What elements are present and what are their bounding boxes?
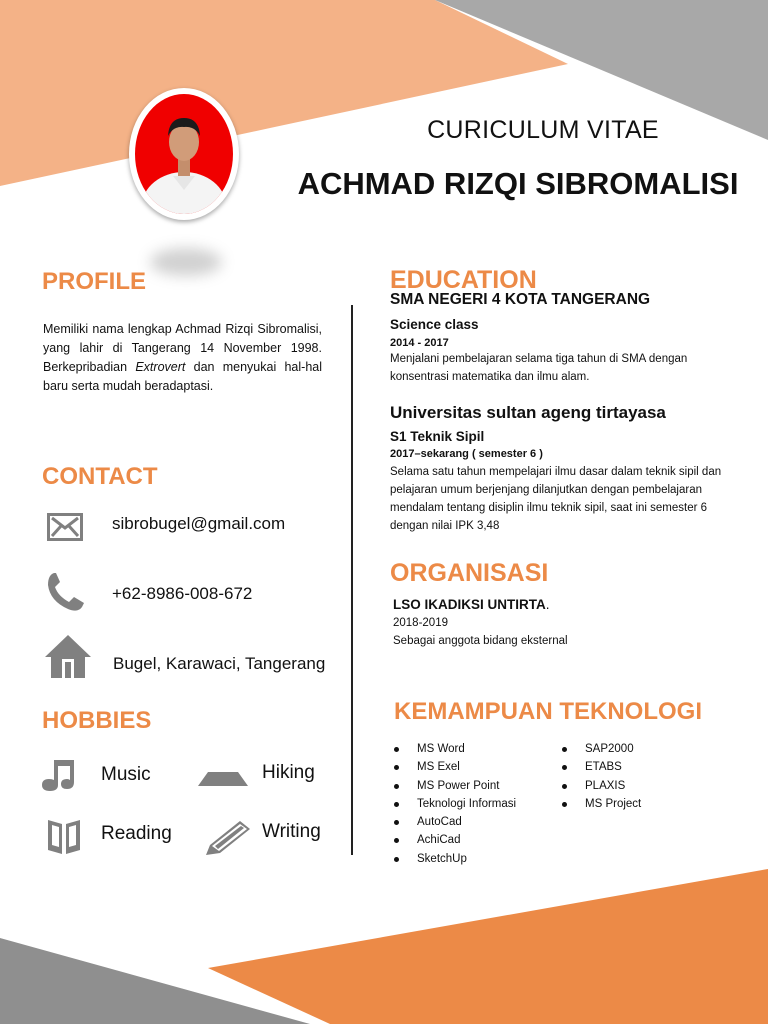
contact-phone (42, 570, 253, 614)
personality-emphasis: Extrovert (135, 360, 186, 374)
email-text: sibrobugel@gmail.com (112, 514, 286, 533)
school-name: SMA NEGERI 4 KOTA TANGERANG (390, 291, 651, 308)
contact-address (42, 632, 326, 680)
phone-text: +62-8986-008-672 (112, 584, 253, 603)
pencil-icon (202, 819, 252, 857)
envelope-icon (42, 505, 88, 549)
hobby-music-label: Music (101, 764, 151, 785)
skill-item: MS Exel (391, 758, 516, 776)
skill-item: ETABS (559, 758, 641, 776)
organization-years: 2018-2019 (393, 617, 448, 629)
education-heading: EDUCATION (390, 266, 537, 294)
skills-list-left (391, 740, 516, 868)
skill-item: MS Project (559, 795, 641, 813)
hobby-reading-label: Reading (101, 823, 172, 844)
photo-shadow (150, 248, 222, 276)
skill-item: MS Word (391, 740, 516, 758)
phone-icon (42, 570, 88, 614)
profile-heading: PROFILE (42, 268, 147, 295)
organisasi-heading: ORGANISASI (390, 559, 549, 587)
address-text: Bugel, Karawaci, Tangerang (113, 654, 326, 673)
skills-heading: KEMAMPUAN TEKNOLOGI (394, 698, 702, 725)
music-note-icon (38, 758, 76, 792)
hobby-hiking-label: Hiking (262, 762, 315, 783)
profile-text: Memiliki nama lengkap Achmad Rizqi Sibromalisi, yang lahir di Tangerang 14 November 1998. Berkepribadian Extrovert dan menyukai hal-hal baru serta mudah beradaptasi. (43, 322, 322, 393)
book-icon (46, 816, 82, 856)
document-title: CURICULUM VITAE (427, 116, 659, 144)
skill-item: Teknologi Informasi (391, 795, 516, 813)
profile-photo-frame (129, 88, 239, 220)
skill-item: SketchUp (391, 850, 516, 868)
mountain-icon (198, 770, 248, 788)
hobbies-heading: HOBBIES (42, 707, 152, 734)
hobby-hiking (198, 770, 248, 788)
hobby-writing (202, 819, 252, 857)
hobby-reading (46, 816, 82, 856)
school-years: 2014 - 2017 (390, 337, 449, 349)
contact-email (42, 505, 286, 549)
university-major: S1 Teknik Sipil (390, 429, 485, 444)
skill-item: AutoCad (391, 813, 516, 831)
school-major: Science class (390, 317, 479, 332)
skill-item: AchiCad (391, 831, 516, 849)
organization-name: LSO IKADIKSI UNTIRTA. (393, 597, 550, 612)
column-divider (351, 305, 353, 855)
top-peach-triangle (0, 0, 568, 186)
school-description: Menjalani pembelajaran selama tiga tahun di SMA dengan konsentrasi matematika dan ilmu alam. (390, 353, 688, 383)
university-name: Universitas sultan ageng tirtayasa (390, 403, 666, 422)
profile-photo (135, 94, 233, 214)
skills-list-right (559, 740, 641, 813)
university-description: Selama satu tahun mempelajari ilmu dasar dalam teknik sipil dan pelajaran umum berjenjang dilanjutkan dengan pembelajaran mendalam tentang disiplin ilmu teknik sipil, saat ini semester 6 dengan nilai IPK 3,48 (390, 466, 722, 532)
home-icon (42, 632, 94, 680)
hobby-music (38, 758, 76, 792)
skill-item: SAP2000 (559, 740, 641, 758)
hobby-writing-label: Writing (262, 821, 321, 842)
person-name: ACHMAD RIZQI SIBROMALISI (297, 166, 739, 201)
contact-heading: CONTACT (42, 463, 158, 490)
bottom-orange-triangle (208, 869, 768, 1024)
organization-role: Sebagai anggota bidang eksternal (393, 635, 568, 647)
skill-item: MS Power Point (391, 777, 516, 795)
university-years: 2017–sekarang ( semester 6 ) (390, 448, 543, 460)
skill-item: PLAXIS (559, 777, 641, 795)
